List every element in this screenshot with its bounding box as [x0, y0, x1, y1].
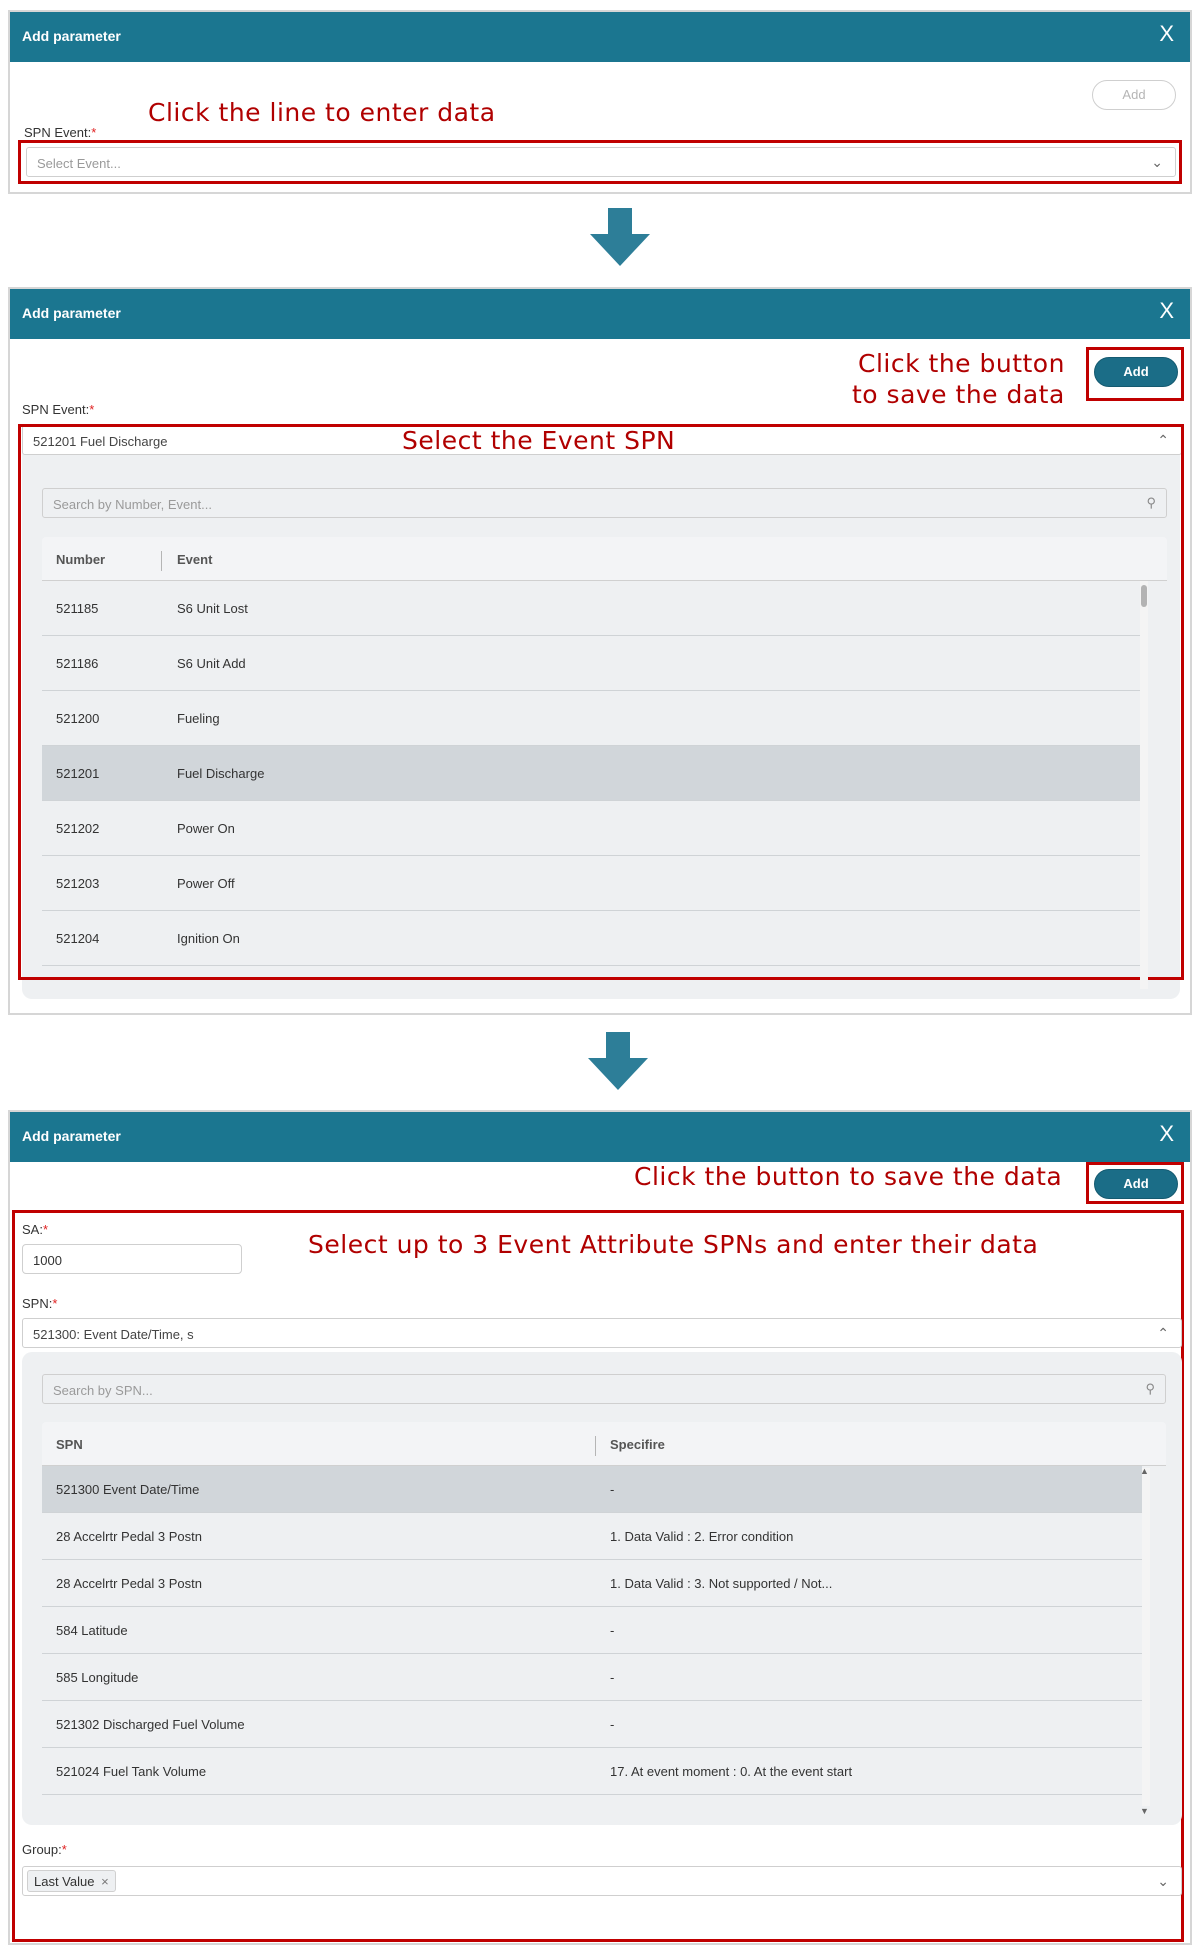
- table-row[interactable]: [42, 856, 1140, 911]
- cell-spn: 521302 Discharged Fuel Volume: [56, 1717, 245, 1732]
- table-row[interactable]: [42, 1607, 1142, 1654]
- table-row[interactable]: [42, 691, 1140, 746]
- label-text: SA:: [22, 1222, 43, 1237]
- dialog-title: Add parameter: [22, 1128, 121, 1144]
- cell-spn: 28 Accelrtr Pedal 3 Postn: [56, 1576, 202, 1591]
- cell-specifire: -: [610, 1623, 615, 1638]
- table-row[interactable]: [42, 1654, 1142, 1701]
- spn-select[interactable]: [22, 1318, 1182, 1348]
- scrollbar[interactable]: [1140, 581, 1148, 989]
- column-spn[interactable]: SPN: [56, 1437, 83, 1452]
- cell-event: Ignition On: [177, 931, 240, 946]
- table-row[interactable]: [42, 1701, 1142, 1748]
- instruction-select: Select up to 3 Event Attribute SPNs and enter their data: [308, 1230, 1039, 1259]
- search-input[interactable]: [42, 1374, 1166, 1404]
- column-specifire[interactable]: Specifire: [610, 1437, 665, 1452]
- scrollbar[interactable]: [1142, 1468, 1150, 1806]
- table-header: [42, 537, 1167, 581]
- dialog-step3: [8, 1110, 1192, 1945]
- close-icon[interactable]: X: [1159, 21, 1174, 46]
- chevron-down-icon: ⌄: [1151, 154, 1163, 170]
- label-text: SPN Event:: [22, 402, 90, 417]
- scroll-up-icon[interactable]: ▲: [1140, 1466, 1149, 1476]
- required-mark: *: [89, 402, 95, 417]
- dialog-header: [10, 12, 1190, 62]
- table-row[interactable]: [42, 801, 1140, 856]
- add-button[interactable]: Add: [1094, 1169, 1178, 1199]
- cell-event: Fueling: [177, 711, 220, 726]
- chip-label: Last Value: [34, 1874, 95, 1889]
- instruction-button-line1: Click the button: [858, 349, 1065, 378]
- select-value: 521300: Event Date/Time, s: [33, 1327, 194, 1342]
- instruction-button-line2: to save the data: [852, 380, 1065, 409]
- cell-event: S6 Unit Add: [177, 656, 246, 671]
- cell-spn: 584 Latitude: [56, 1623, 128, 1638]
- table-row[interactable]: [42, 636, 1140, 691]
- table-row[interactable]: [42, 581, 1140, 636]
- dialog-header: [10, 289, 1190, 339]
- column-separator: [161, 551, 162, 571]
- search-placeholder: Search by Number, Event...: [53, 497, 212, 512]
- search-icon: ⚲: [1146, 495, 1156, 510]
- select-value: 521201 Fuel Discharge: [33, 434, 168, 449]
- table-row[interactable]: [42, 911, 1140, 966]
- cell-specifire: 1. Data Valid : 3. Not supported / Not...: [610, 1576, 833, 1591]
- cell-specifire: -: [610, 1717, 615, 1732]
- cell-event: S6 Unit Lost: [177, 601, 248, 616]
- scroll-down-icon[interactable]: ▼: [1140, 1806, 1149, 1816]
- table-row[interactable]: [42, 1560, 1142, 1607]
- arrow-down-icon: [588, 1032, 648, 1090]
- dialog-step2: [8, 287, 1192, 1015]
- dialog-title: Add parameter: [22, 28, 121, 44]
- cell-spn: 521024 Fuel Tank Volume: [56, 1764, 207, 1779]
- cell-spn: 521300 Event Date/Time: [56, 1482, 200, 1497]
- instruction-text: Click the line to enter data: [148, 98, 496, 127]
- cell-number: 521204: [56, 931, 100, 946]
- required-mark: *: [52, 1296, 58, 1311]
- group-label: [22, 1842, 67, 1857]
- label-text: SPN Event:: [24, 125, 92, 140]
- spn-label: [22, 1296, 57, 1311]
- cell-number: 521203: [56, 876, 100, 891]
- table-row[interactable]: [42, 1748, 1142, 1795]
- cell-event: Power Off: [177, 876, 235, 891]
- cell-specifire: -: [610, 1670, 615, 1685]
- close-icon[interactable]: X: [1159, 1121, 1174, 1146]
- instruction-select: Select the Event SPN: [402, 426, 676, 455]
- sa-label: [22, 1222, 48, 1237]
- cell-specifire: -: [610, 1482, 615, 1497]
- add-button[interactable]: Add: [1094, 357, 1178, 387]
- table-row[interactable]: [42, 1466, 1142, 1513]
- table-row[interactable]: [42, 1513, 1142, 1560]
- table-row[interactable]: [42, 746, 1140, 801]
- add-button[interactable]: Add: [1092, 80, 1176, 110]
- dialog-header: [10, 1112, 1190, 1162]
- column-event[interactable]: Event: [177, 552, 213, 567]
- search-placeholder: Search by SPN...: [53, 1383, 153, 1398]
- cell-event: Power On: [177, 821, 235, 836]
- instruction-button: Click the button to save the data: [634, 1162, 1063, 1191]
- column-separator: [595, 1436, 596, 1456]
- search-icon: ⚲: [1145, 1381, 1155, 1396]
- cell-event: Fuel Discharge: [177, 766, 265, 781]
- select-placeholder: Select Event...: [37, 156, 121, 171]
- spn-event-select[interactable]: [26, 147, 1176, 177]
- group-select[interactable]: [22, 1866, 1182, 1896]
- cell-number: 521200: [56, 711, 100, 726]
- chevron-up-icon: ⌃: [1157, 1325, 1169, 1341]
- sa-value: 1000: [33, 1253, 62, 1268]
- required-mark: *: [42, 1222, 49, 1237]
- label-text: SPN:: [22, 1296, 53, 1311]
- cell-number: 521202: [56, 821, 100, 836]
- chevron-down-icon: ⌄: [1157, 1873, 1169, 1889]
- cell-number: 521186: [56, 656, 99, 671]
- chip-remove-icon[interactable]: ×: [101, 1874, 109, 1889]
- required-mark: *: [61, 1842, 67, 1857]
- group-chip: [27, 1870, 116, 1892]
- scrollbar-thumb[interactable]: [1141, 585, 1147, 607]
- close-icon[interactable]: X: [1159, 298, 1174, 323]
- dialog-step1: [8, 10, 1192, 194]
- cell-spn: 585 Longitude: [56, 1670, 139, 1685]
- cell-specifire: 1. Data Valid : 2. Error condition: [610, 1529, 794, 1544]
- table-header: [42, 1422, 1166, 1466]
- sa-input[interactable]: [22, 1244, 242, 1274]
- spn-event-label: [22, 402, 94, 417]
- column-number[interactable]: Number: [56, 552, 106, 567]
- required-mark: *: [91, 125, 97, 140]
- cell-number: 521185: [56, 601, 99, 616]
- label-text: Group:: [22, 1842, 62, 1857]
- dialog-title: Add parameter: [22, 305, 121, 321]
- arrow-down-icon: [590, 208, 650, 266]
- chevron-up-icon: ⌃: [1157, 432, 1169, 448]
- spn-event-label: [24, 125, 96, 140]
- cell-spn: 28 Accelrtr Pedal 3 Postn: [56, 1529, 202, 1544]
- cell-number: 521201: [56, 766, 100, 781]
- search-input[interactable]: [42, 488, 1167, 518]
- cell-specifire: 17. At event moment : 0. At the event start: [610, 1764, 853, 1779]
